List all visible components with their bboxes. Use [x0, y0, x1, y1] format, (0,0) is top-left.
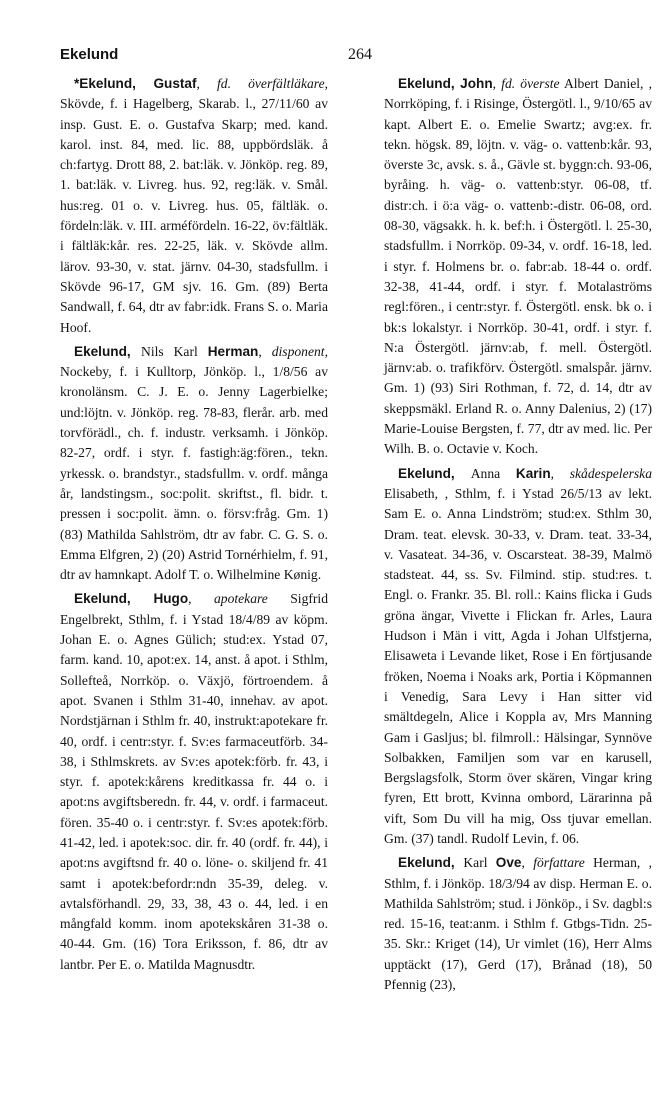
left-column [60, 74, 328, 979]
entry-other-names: Nils Karl [141, 343, 208, 359]
entry-title: fd. överfältläkare [217, 76, 325, 91]
entry-hugo-ekelund: Ekelund, Hugo, apotekare Sigfrid Engelbrekt, Sthlm, f. i Ystad 18/4/89 av köpm. Johan E. o. Agnes Gülich; stud:ex. Ystad 07, farm. kand. 10, apot:ex. 14, anst. å apot. i Sthlm, Sollefteå, Norrköp. o. Växjö, förtroendem. å apot. Svanen i Sthlm 31-40, innehav. av apot. Nordstjärnan i Sthlm fr. 40, instrukt:apotekare fr. 40, ordf. i centr:styr. f. Sv:es farmaceutförb. 34-38, i Sthlmskrets. av Sv:es apotek:förb. fr. 43, i styr. f. apotek:kårens kreditkassa fr. 44 o. i apot:ns avgiftsberedn. fr. 44, v. ordf. i farmaceut. fören. 35-40 o. i centr:styr. f. Sv:es apotek:förb. 41-42, led. i apotek:soc. dir. fr. 40 (ordf. fr. 44), i apot:ns avgiftsnd fr. 40 o. löne- o. skiljend fr. 41 samt i apotek:befordr:ndn 35-39, deleg. v. avtalsförhandl. 29, 33, 38, 43 o. 44, led. i en mångfald komm. inom apotekskåren 31-38 o. 40-44. Gm. (16) Tora Eriksson, f. 86, dtr av lantbr. Per E. o. Matilda Magnusdtr. [60, 591, 328, 972]
entry-text: Elisabeth, , Sthlm, f. i Ystad 26/5/13 av lekt. Sam E. o. Anna Lindström; stud:ex. Sthlm 30, Dram. teat. elevsk. 30-33, v. Dram. teat. 33-34, v. Vasateat. 34-36, v. Oscarsteat. 38-39, Malmö stadsteat. 44, ss. Sv. Filmind. stip. stud:res. t. Engl. o. Frankr. 35. Bl. roll.: Kains flicka i Guds gröna ängar, Vivette i Flickan fr. Arles, Laura Hudson i Män i vitt, Agda i Johan Ulfstjerna, Elisaweta i Levande liket, Rose i En förtjusande fröken, Noema i Noaks ark, Portia i Köpmannen i Venedig, Sara Levy i Han sitter vid smältdegeln, Alice i Koppla av, Mrs Manning Gam i Gasljus; bl. filmroll.: Hälsingar, Synnöve Solbakken, Familjen som var en karusell, Bergslagsfolk, Storm över skären, Vingar kring fyren, Ett brott, Kvinna ombord, Lärarinna på vift, Som Du vill ha mig, Oss tjuvar emellan. Gm. (37) tandl. Rudolf Levin, f. 06. [384, 485, 652, 846]
entry-given-name: Ove [495, 855, 522, 871]
entry-title: apotekare [213, 591, 268, 607]
entry-given-name: Hugo [153, 591, 189, 607]
entry-text: Sigfrid Engelbrekt, Sthlm, f. i Ystad 18/4/89 av köpm. Johan E. o. Agnes Gülich; stud:ex. Ystad 07, farm. kand. 10, apot:ex. 14, anst. å apot. i Sthlm, Sollefteå, Norrköp. o. Växjö, förtroendem. å apot. Svanen i Sthlm 31-40, innehav. av apot. Nordstjärnan i Sthlm fr. 40, instrukt:apotekare fr. 40, ordf. i centr:styr. f. Sv:es farmaceutförb. 34-38, i Sthlmskrets. av Sv:es apotek:förb. fr. 43, i styr. f. apotek:kårens kreditkassa fr. 44 o. i apot:ns avgiftsberedn. fr. 44, v. ordf. i farmaceut. fören. 35-40 o. i centr:styr. f. Sv:es apotek:förb. 41-42, led. i apotek:soc. dir. fr. 40 (ordf. fr. 44), i apot:ns avgiftsnd fr. 40 o. löne- o. skiljend fr. 41 samt i apotek:befordr:ndn 35-39, deleg. v. avtalsförhandl. 29, 33, 38, 43 o. 44, led. i en mångfald komm. inom apotekskåren 31-38 o. 40-44. Gm. (16) Tora Eriksson, f. 86, dtr av lantbr. Per E. o. Matilda Magnusdtr. [60, 591, 328, 972]
entry-surname: *Ekelund, [74, 76, 154, 91]
entry-title: författare [533, 855, 585, 871]
entry-given-name: Herman [207, 343, 259, 359]
entry-herman-ekelund: Ekelund, Nils Karl Herman, disponent, Nockeby, f. i Kulltorp, Jönköp. l., 1/8/56 av kronolänsm. C. J. E. o. Jenny Lagerbielke; und:löjtn. v. Jönköp. reg. 78-83, flerår. arb. med torvförädl., ch. f. industr. verksamh. i Jönköp. 82-27, ordf. i styr. f. fastigh:äg:fören., tekn. yrkessk. o. brandstyr., stadsfullm. v. ordf. många år, landstingsm., soc:polit. skriftst., fl. bidr. t. pressen i soc:polit. ämn. o. försv:fråg. Gm. 1) (83) Mathilda Sahlström, dtr av fabr. C. G. S. o. Emma Elfgren, 2) (20) Astrid Tornérhielm, f. 91, dtr av hamnkapt. Adolf T. o. Wilhelmine Kønig. [60, 343, 328, 583]
running-head: Ekelund [60, 46, 119, 63]
entry-surname: Ekelund, [398, 76, 461, 91]
entry-given-name: John [460, 76, 493, 91]
entry-title: skådespelerska [569, 465, 653, 481]
entry-title: fd. överste [501, 76, 560, 91]
page-header [60, 46, 640, 68]
entry-other-names: Anna [470, 465, 516, 481]
entry-ove-ekelund: Ekelund, Karl Ove, författare Herman, , Sthlm, f. i Jönköp. 18/3/94 av disp. Herman E. o. Mathilda Sahlström; stud. i Jönköp., i Sv. dagbl:s red. 15-16, teat:anm. i Sthlm f. Gtbgs-Tidn. 25-35. Skr.: Kriget (14), Ur vimlet (16), Herr Alms upptäckt (17), Gerd (17), Brånad (18), 50 Pfennig (23), [384, 855, 652, 993]
entry-title: disponent [271, 343, 325, 359]
entry-surname: Ekelund, [74, 591, 154, 607]
entry-karin-ekelund: Ekelund, Anna Karin, skådespelerska Elisabeth, , Sthlm, f. i Ystad 26/5/13 av lekt. Sam E. o. Anna Lindström; stud:ex. Sthlm 30, Dram. teat. elevsk. 30-33, v. Dram. teat. 33-34, v. Vasateat. 34-36, v. Oscarsteat. 38-39, Malmö stadsteat. 44, ss. Sv. Filmind. stip. stud:res. t. Engl. o. Frankr. 35. Bl. roll.: Kains flicka i Guds gröna ängar, Vivette i Flickan fr. Arles, Laura Hudson i Män i vitt, Agda i Johan Ulfstjerna, Elisaweta i Levande liket, Rose i En förtjusande fröken, Noema i Noaks ark, Portia i Köpmannen i Venedig, Sara Levy i Han sitter vid smältdegeln, Alice i Koppla av, Mrs Manning Gam i Gasljus; bl. filmroll.: Hälsingar, Synnöve Solbakken, Familjen som var en karusell, Bergslagsfolk, Storm över skären, Vingar kring fyren, Ett brott, Kvinna ombord, Lärarinna på vift, Som Du vill ha mig, Oss tjuvar emellan. Gm. (37) tandl. Rudolf Levin, f. 06. [384, 465, 653, 846]
entry-text: Albert Daniel, , Norrköping, f. i Risinge, Östergötl. l., 9/10/65 av kapt. Albert E. o. Emelie Swartz; avg:ex. fr. tekn. högsk. 89, löjtn. v. väg- o. vattenb:kår. 93, överste 3c, avsk. s. å., Gävle st. byggn:ch. 93-06, byråing. h. väg- o. vattenb:styr. 06-08, tf. distr:ch. i ö:a väg- o. vattenb:-distr. 06-08, ord. 08-30, vägsakk. h. k. bef:h. i Östergötl. l. 25-30, stadsfullm. i Norrköp. 09-34, v. ordf. 16-18, led. i styr. f. Holmens br. o. fabr:ab. 18-44 o. ordf. 32-38, 41-44, ordf. i styr. f. Motalaströms regl:fören., i centr:styr. f. Östergötl. ensk. bk o. i bk:s lokalstyr. i Norrköp. 30-41, ordf. i styr. f. N:a Östergötl. järnv:ab, f. mell. Östergötl. järnv:ab. o. trafikförv. Östergötl. smalspår. järnv. Gm. 1) (93) Siri Rothman, f. 72, d. 14, dtr av skeppsmäkl. Erland R. o. Anny Dalenius, 2) (17) Marie-Louise Bergsten, f. 77, dtr av med. lic. Per Wilh. B. o. Octavie v. Koch. [384, 76, 652, 457]
entry-other-names: Karl [463, 855, 496, 871]
entry-john-ekelund: Ekelund, John, fd. överste Albert Daniel, , Norrköping, f. i Risinge, Östergötl. l., 9/10/65 av kapt. Albert E. o. Emelie Swartz; avg:ex. fr. tekn. högsk. 89, löjtn. v. väg- o. vattenb:kår. 93, överste 3c, avsk. s. å., Gävle st. byggn:ch. 93-06, byråing. h. väg- o. vattenb:styr. 06-08, tf. distr:ch. i ö:a väg- o. vattenb:-distr. 06-08, ord. 08-30, vägsakk. h. k. bef:h. i Östergötl. l. 25-30, stadsfullm. i Norrköp. 09-34, v. ordf. 16-18, led. i styr. f. Holmens br. o. fabr:ab. 18-44 o. ordf. 32-38, 41-44, ordf. i styr. f. Motalaströms regl:fören., i centr:styr. f. Östergötl. ensk. bk o. i bk:s lokalstyr. i Norrköp. 30-41, ordf. i styr. f. N:a Östergötl. järnv:ab, f. mell. Östergötl. järnv:ab. o. trafikförv. Östergötl. smalspår. järnv. Gm. 1) (93) Siri Rothman, f. 72, d. 14, dtr av skeppsmäkl. Erland R. o. Anny Dalenius, 2) (17) Marie-Louise Bergsten, f. 77, dtr av med. lic. Per Wilh. B. o. Octavie v. Koch. [384, 76, 652, 457]
page-number: 264 [348, 46, 372, 63]
entry-surname: Ekelund, [398, 465, 471, 481]
entry-given-name: Karin [515, 465, 551, 481]
entry-given-name: Gustaf [153, 76, 197, 91]
entry-text: , Nockeby, f. i Kulltorp, Jönköp. l., 1/8/56 av kronolänsm. C. J. E. o. Jenny Lagerbielke; und:löjtn. v. Jönköp. reg. 78-83, flerår. arb. med torvförädl., ch. f. industr. verksamh. i Jönköp. 82-27, ordf. i styr. f. fastigh:äg:fören., tekn. yrkessk. o. brandstyr., stadsfullm. v. ordf. många år, landstingsm., soc:polit. skriftst., fl. bidr. t. pressen i soc:polit. ämn. o. försv:fråg. Gm. 1) (83) Mathilda Sahlström, dtr av fabr. C. G. S. o. Emma Elfgren, 2) (20) Astrid Tornérhielm, f. 91, dtr av hamnkapt. Adolf T. o. Wilhelmine Kønig. [60, 343, 328, 583]
entry-surname: Ekelund, [398, 855, 464, 871]
entry-text: , Skövde, f. i Hagelberg, Skarab. l., 27/11/60 av insp. Gust. E. o. Gustafva Skarp; med. kand. karol. inst. 84, med. lic. 88, uppbördsläk. å ch:fartyg. Drott 88, 2. bat:läk. v. Jönköp. reg. 89, 1. bat:läk. v. Livreg. hus. 92, reg:läk. v. Smål. hus:reg. 01 o. v. Livreg. hus. 05, fältläk. o. fördeln:läk. v. III. arméfördeln. 16-22, öv:fältläk. i fältläk:kår. res. 22-25, läk. v. Skövde allm. lärov. 93-30, v. stat. järnv. 04-30, stadsfullm. i Skövde 96-17, GM sjv. 16. Gm. (89) Berta Sandwall, f. 64, dtr av fabr:idk. Frans S. o. Maria Hoof. [60, 76, 329, 335]
entry-gustaf-ekelund: *Ekelund, Gustaf, fd. överfältläkare, Skövde, f. i Hagelberg, Skarab. l., 27/11/60 av insp. Gust. E. o. Gustafva Skarp; med. kand. karol. inst. 84, med. lic. 88, uppbördsläk. å ch:fartyg. Drott 88, 2. bat:läk. v. Jönköp. reg. 89, 1. bat:läk. v. Livreg. hus. 92, reg:läk. v. Smål. hus:reg. 01 o. v. Livreg. hus. 05, fältläk. o. fördeln:läk. v. III. arméfördeln. 16-22, öv:fältläk. i fältläk:kår. res. 22-25, läk. v. Skövde allm. lärov. 93-30, v. stat. järnv. 04-30, stadsfullm. i Skövde 96-17, GM sjv. 16. Gm. (89) Berta Sandwall, f. 64, dtr av fabr:idk. Frans S. o. Maria Hoof. [60, 76, 329, 335]
entry-text: Herman, , Sthlm, f. i Jönköp. 18/3/94 av disp. Herman E. o. Mathilda Sahlström; stud. i Jönköp., i Sv. dagbl:s red. 15-16, teat:anm. i Sthlm f. Gtbgs-Tidn. 25-35. Skr.: Kriget (14), Ur vimlet (16), Herr Alms upptäckt (17), Gerd (17), Brånad (18), 50 Pfennig (23), [384, 855, 652, 993]
entry-surname: Ekelund, [74, 343, 141, 359]
right-column [384, 74, 652, 999]
